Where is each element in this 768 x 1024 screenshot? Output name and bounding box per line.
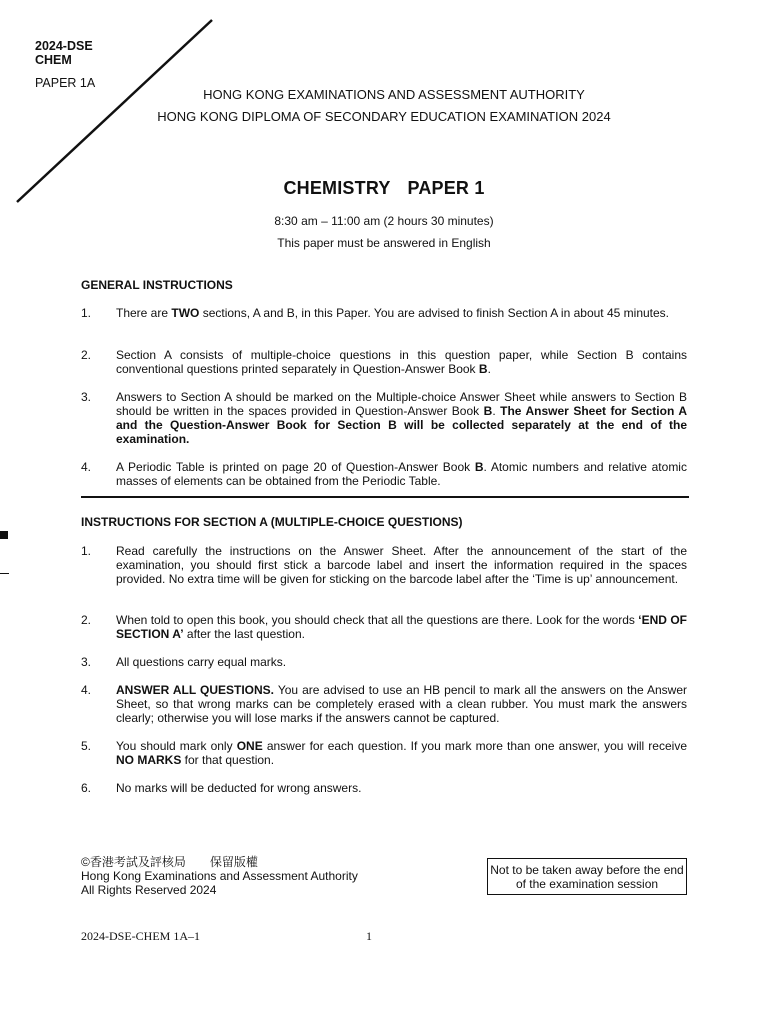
paper-code-line1: 2024-DSE — [35, 39, 93, 53]
copyright-chinese: ©香港考試及評核局 保留版權 — [81, 855, 258, 869]
page-code: 2024-DSE-CHEM 1A–1 — [81, 929, 200, 943]
section-a-item — [81, 739, 687, 767]
margin-dash — [0, 573, 9, 574]
item-text: Section A consists of multiple-choice questions in this question paper, while Section B contains conventional questions printed separately in Question-Answer Book B. — [116, 348, 687, 376]
item-text: No marks will be deducted for wrong answers. — [116, 781, 362, 795]
exam-language: This paper must be answered in English — [277, 236, 491, 250]
general-item — [81, 460, 687, 488]
section-a-item — [81, 781, 687, 795]
item-text: A Periodic Table is printed on page 20 of Question-Answer Book B. Atomic numbers and relative atomic masses of elements can be obtained from the Periodic Table. — [116, 460, 687, 488]
item-text: Answers to Section A should be marked on the Multiple-choice Answer Sheet while answers to Section B should be written in the spaces provided in Question-Answer Book B. The Answer Sheet for Section A and the Question-Answer Book for Section B will be collected separately at the end of the examination. — [116, 390, 687, 446]
item-number: 6. — [81, 781, 92, 795]
title-subject: CHEMISTRY — [283, 178, 391, 198]
item-text: All questions carry equal marks. — [116, 655, 287, 669]
item-number: 2. — [81, 348, 92, 362]
item-text: Read carefully the instructions on the Answer Sheet. After the announcement of the start of the examination, you should first stick a barcode label and insert the information required in the spaces provided. No extra time will be given for sticking on the barcode label after the ‘Time is up’ announcement. — [116, 544, 687, 586]
item-number: 3. — [81, 655, 92, 669]
item-number: 2. — [81, 613, 92, 627]
notice-box: Not to be taken away before the end of the examination session — [487, 858, 687, 895]
copyright-english: Hong Kong Examinations and Assessment Authority — [81, 869, 358, 883]
item-number: 4. — [81, 683, 92, 697]
item-text: You should mark only ONE answer for each question. If you mark more than one answer, you will receive NO MARKS for that question. — [116, 739, 687, 767]
section-a-item — [81, 613, 687, 641]
page-title — [0, 178, 768, 199]
paper-label: PAPER 1A — [35, 76, 96, 90]
item-number: 3. — [81, 390, 92, 404]
item-number: 5. — [81, 739, 92, 753]
exam-time: 8:30 am – 11:00 am (2 hours 30 minutes) — [274, 214, 494, 228]
general-item — [81, 390, 687, 446]
section-a-item — [81, 683, 687, 725]
general-instructions-heading: GENERAL INSTRUCTIONS — [81, 278, 233, 292]
page-number: 1 — [366, 929, 372, 943]
general-item — [81, 348, 687, 376]
general-item — [81, 306, 687, 320]
item-text: There are TWO sections, A and B, in this Paper. You are advised to finish Section A in about 45 minutes. — [116, 306, 670, 320]
copyright-year: All Rights Reserved 2024 — [81, 883, 217, 897]
item-number: 1. — [81, 306, 92, 320]
section-a-heading: INSTRUCTIONS FOR SECTION A (MULTIPLE-CHOICE QUESTIONS) — [81, 515, 463, 529]
paper-code-line2: CHEM — [35, 53, 72, 67]
paper-code — [35, 39, 93, 67]
title-paper: PAPER 1 — [407, 178, 485, 198]
item-number: 1. — [81, 544, 92, 558]
item-text: ANSWER ALL QUESTIONS. You are advised to use an HB pencil to mark all the answers on the Answer Sheet, so that wrong marks can be completely erased with a clean rubber. You must mark the answers clearly; otherwise you will lose marks if the answers cannot be captured. — [116, 683, 688, 725]
section-divider — [81, 496, 689, 498]
section-a-item — [81, 544, 687, 586]
margin-mark — [0, 531, 8, 539]
section-a-item — [81, 655, 687, 669]
exam-name: HONG KONG DIPLOMA OF SECONDARY EDUCATION EXAMINATION 2024 — [157, 109, 611, 124]
copyright-block — [81, 855, 358, 897]
item-text: When told to open this book, you should check that all the questions are there. Look for the words ‘END OF SECTION A’ after the last question. — [116, 613, 687, 641]
item-number: 4. — [81, 460, 92, 474]
authority-name: HONG KONG EXAMINATIONS AND ASSESSMENT AUTHORITY — [203, 87, 585, 102]
